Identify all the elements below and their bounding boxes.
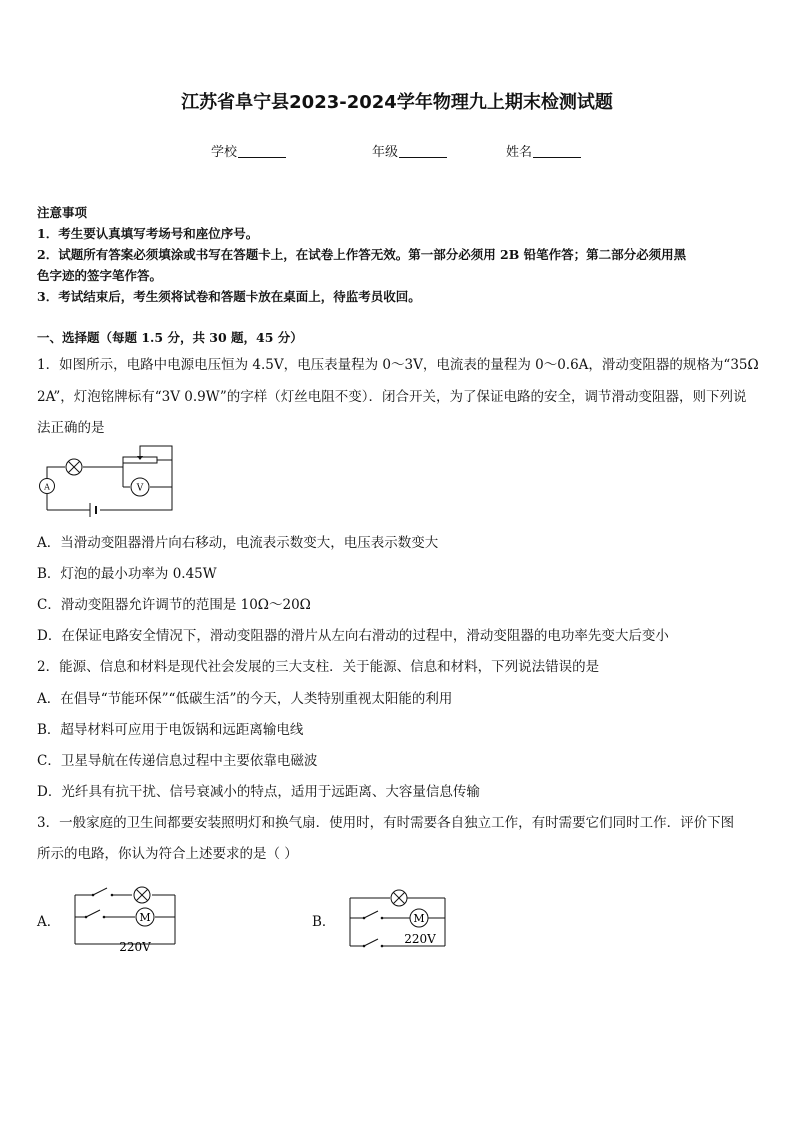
q1-line-3: 法正确的是: [37, 420, 105, 436]
ammeter-label: A: [44, 482, 50, 492]
q1-line-2: 2A”，灯泡铭牌标有“3V 0.9W”的字样（灯丝电阻不变）．闭合开关，为了保证电路的安全，调节滑动变阻器，则下列说: [37, 389, 747, 405]
q2-option-a: A．在倡导“节能环保”“低碳生活”的今天，人类特别重视太阳能的利用: [37, 691, 453, 707]
section-heading: 一、选择题（每题 1.5 分，共 30 题，45 分）: [37, 330, 303, 345]
q3-line-2: 所示的电路，你认为符合上述要求的是（ ）: [37, 846, 298, 862]
page-title: 江苏省阜宁县2023-2024学年物理九上期末检测试题: [181, 92, 613, 113]
notice-heading: 注意事项: [37, 205, 88, 220]
q2-option-b: B．超导材料可应用于电饭锅和远距离输电线: [37, 722, 304, 738]
q1-option-b: B．灯泡的最小功率为 0.45W: [37, 566, 217, 582]
name-field: [506, 141, 581, 160]
q3-line-1: 3．一般家庭的卫生间都要安装照明灯和换气扇．使用时，有时需要各自独立工作，有时需要它们同时工作．评价下图: [37, 815, 735, 831]
q3-option-b-label: B．: [312, 914, 336, 930]
voltmeter-label: V: [136, 483, 144, 494]
school-blank: [238, 145, 286, 158]
q2-stem: 2．能源、信息和材料是现代社会发展的三大支柱．关于能源、信息和材料，下列说法错误的是: [37, 659, 600, 675]
notice-item-3: 3．考试结束后，考生须将试卷和答题卡放在桌面上，待监考员收回。: [37, 289, 421, 304]
motor-symbol-b: M: [413, 912, 425, 925]
q1-option-a: A．当滑动变阻器滑片向右移动，电流表示数变大，电压表示数变大: [37, 535, 439, 551]
motor-symbol-a: M: [139, 911, 151, 924]
grade-blank: [399, 145, 447, 158]
notice-item-1: 1．考生要认真填写考场号和座位序号。: [37, 226, 259, 241]
grade-field: [372, 141, 447, 160]
school-field: [211, 141, 286, 160]
grade-label: 年级: [372, 145, 399, 160]
q3-circuit-b: [345, 882, 455, 952]
school-label: 学校: [211, 145, 238, 160]
name-blank: [533, 145, 581, 158]
q3-option-a-label: A．: [37, 914, 61, 930]
voltage-label-b: 220V: [404, 932, 436, 946]
notice-item-2-cont: 色字迹的签字笔作答。: [37, 268, 163, 283]
voltage-label-a: 220V: [119, 940, 151, 952]
q2-option-c: C．卫星导航在传递信息过程中主要依靠电磁波: [37, 753, 318, 769]
q1-option-d: D．在保证电路安全情况下，滑动变阻器的滑片从左向右滑动的过程中，滑动变阻器的电功率先变大后变小: [37, 628, 669, 644]
name-label: 姓名: [506, 145, 533, 160]
q1-circuit-diagram: [30, 440, 180, 522]
notice-item-2: 2．试题所有答案必须填涂或书写在答题卡上，在试卷上作答无效。第一部分必须用 2B 铅笔作答；第二部分必须用黑: [37, 247, 687, 262]
q3-circuit-a: [70, 882, 180, 952]
q1-option-c: C．滑动变阻器允许调节的范围是 10Ω～20Ω: [37, 597, 311, 613]
q2-option-d: D．光纤具有抗干扰、信号衰减小的特点，适用于远距离、大容量信息传输: [37, 784, 480, 800]
q1-line-1: 1．如图所示，电路中电源电压恒为 4.5V，电压表量程为 0～3V，电流表的量程为 0～0.6A，滑动变阻器的规格为“35Ω: [37, 357, 759, 373]
